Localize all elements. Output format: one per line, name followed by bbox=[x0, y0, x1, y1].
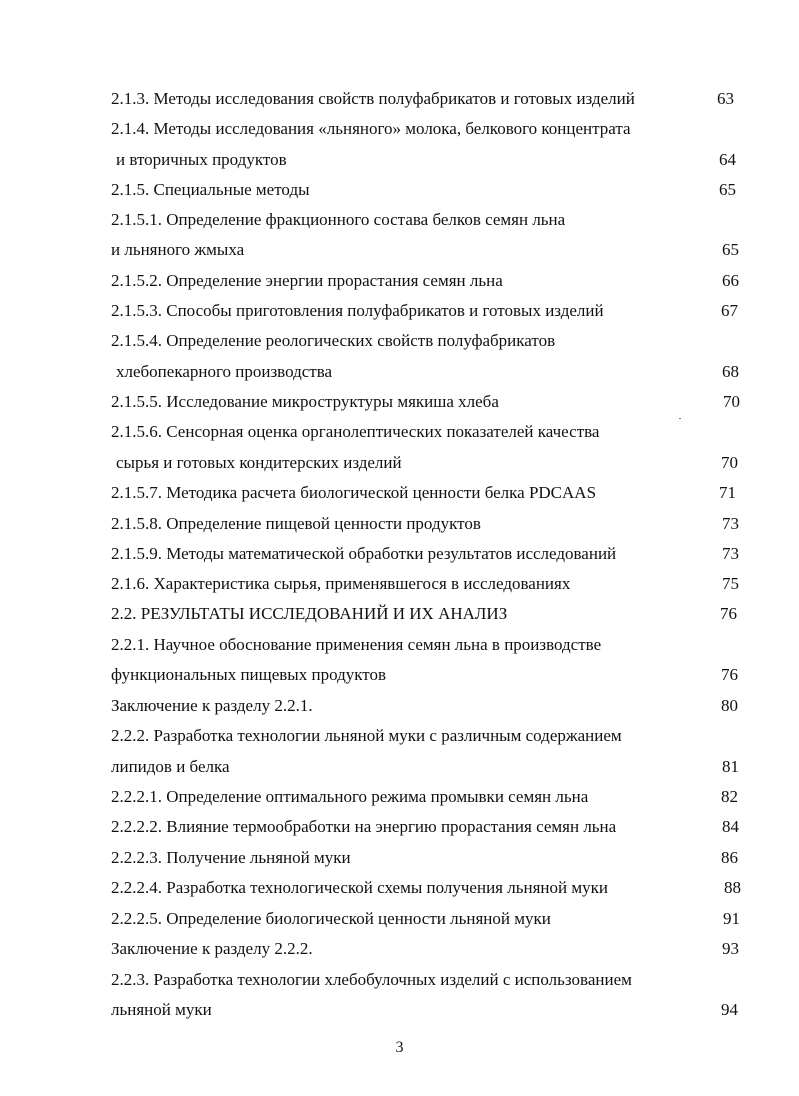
scan-speck bbox=[679, 418, 681, 419]
toc-entry-text: 2.2.2.4. Разработка технологической схемы получения льняной муки bbox=[111, 878, 608, 897]
toc-section-heading: 2.2. РЕЗУЛЬТАТЫ ИССЛЕДОВАНИЙ И ИХ АНАЛИЗ bbox=[111, 604, 508, 623]
toc-entry-page: 71 bbox=[719, 483, 736, 502]
toc-entry-page: 82 bbox=[721, 787, 738, 806]
toc-entry-text: 2.1.5.9. Методы математической обработки результатов исследований bbox=[111, 544, 617, 563]
toc-entry-page: 70 bbox=[721, 453, 738, 472]
toc-entry-page: 80 bbox=[721, 696, 738, 715]
toc-entry-page: 67 bbox=[721, 301, 738, 320]
toc-entry-text: 2.2.2.3. Получение льняной муки bbox=[111, 848, 351, 867]
toc-entry-text: 2.1.5.1. Определение фракционного состава белков семян льна bbox=[111, 210, 566, 229]
toc-entry-text: 2.2.1. Научное обоснование применения семян льна в производстве bbox=[111, 635, 602, 654]
toc-entry-text: Заключение к разделу 2.2.2. bbox=[111, 939, 313, 958]
toc-entry-text: функциональных пищевых продуктов bbox=[111, 665, 386, 684]
toc-entry-page: 81 bbox=[722, 757, 739, 776]
toc-entry-page: 65 bbox=[719, 180, 736, 199]
toc-entry-text: 2.1.3. Методы исследования свойств полуфабрикатов и готовых изделий bbox=[111, 89, 635, 108]
toc-entry-text: 2.2.2.2. Влияние термообработки на энергию прорастания семян льна bbox=[111, 817, 617, 836]
toc-entry-page: 73 bbox=[722, 544, 739, 563]
toc-entry-page: 93 bbox=[722, 939, 739, 958]
toc-entry-text: льняной муки bbox=[111, 1000, 212, 1019]
toc-entry-page: 66 bbox=[722, 271, 739, 290]
toc-entry-page: 76 bbox=[721, 665, 738, 684]
toc-entry-text: хлебопекарного производства bbox=[116, 362, 333, 381]
toc-entry-text: 2.1.4. Методы исследования «льняного» молока, белкового концентрата bbox=[111, 119, 631, 138]
toc-entry-page: 84 bbox=[722, 817, 739, 836]
toc-entry-text: 2.1.5. Специальные методы bbox=[111, 180, 310, 199]
toc-entry-text: сырья и готовых кондитерских изделий bbox=[116, 453, 402, 472]
toc-entry-text: 2.1.6. Характеристика сырья, применявшегося в исследованиях bbox=[111, 574, 571, 593]
toc-entry-text: Заключение к разделу 2.2.1. bbox=[111, 696, 313, 715]
toc-entry-page: 73 bbox=[722, 514, 739, 533]
toc-entry-text: 2.2.3. Разработка технологии хлебобулочных изделий с использованием bbox=[111, 970, 632, 989]
toc-entry-page: 91 bbox=[723, 909, 740, 928]
toc-entry-page: 64 bbox=[719, 150, 736, 169]
toc-entry-page: 70 bbox=[723, 392, 740, 411]
toc-entry-page: 65 bbox=[722, 240, 739, 259]
toc-entry-text: 2.2.2. Разработка технологии льняной муки с различным содержанием bbox=[111, 726, 622, 745]
toc-entry-text: 2.1.5.5. Исследование микроструктуры мякиша хлеба bbox=[111, 392, 499, 411]
toc-entry-text: 2.1.5.8. Определение пищевой ценности продуктов bbox=[111, 514, 481, 533]
toc-entry-page: 76 bbox=[720, 604, 737, 623]
toc-entry-text: 2.1.5.7. Методика расчета биологической ценности белка PDCAAS bbox=[111, 483, 597, 502]
toc-entry-page: 63 bbox=[717, 89, 734, 108]
toc-entry-text: 2.1.5.6. Сенсорная оценка органолептических показателей качества bbox=[111, 422, 600, 441]
toc-entry-text: 2.1.5.2. Определение энергии прорастания семян льна bbox=[111, 271, 503, 290]
toc-entry-page: 68 bbox=[722, 362, 739, 381]
page-number: 3 bbox=[395, 1039, 404, 1056]
toc-entry-page: 86 bbox=[721, 848, 738, 867]
toc-entry-text: 2.2.2.1. Определение оптимального режима промывки семян льна bbox=[111, 787, 589, 806]
toc-entry-text: и вторичных продуктов bbox=[116, 150, 287, 169]
toc-entry-text: липидов и белка bbox=[111, 757, 230, 776]
toc-entry-page: 94 bbox=[721, 1000, 738, 1019]
toc-entry-page: 75 bbox=[722, 574, 739, 593]
toc-entry-text: и льняного жмыха bbox=[111, 240, 245, 259]
toc-entry-text: 2.1.5.4. Определение реологических свойств полуфабрикатов bbox=[111, 331, 556, 350]
toc-entry-text: 2.2.2.5. Определение биологической ценности льняной муки bbox=[111, 909, 551, 928]
toc-entry-text: 2.1.5.3. Способы приготовления полуфабрикатов и готовых изделий bbox=[111, 301, 604, 320]
toc-entry-page: 88 bbox=[724, 878, 741, 897]
